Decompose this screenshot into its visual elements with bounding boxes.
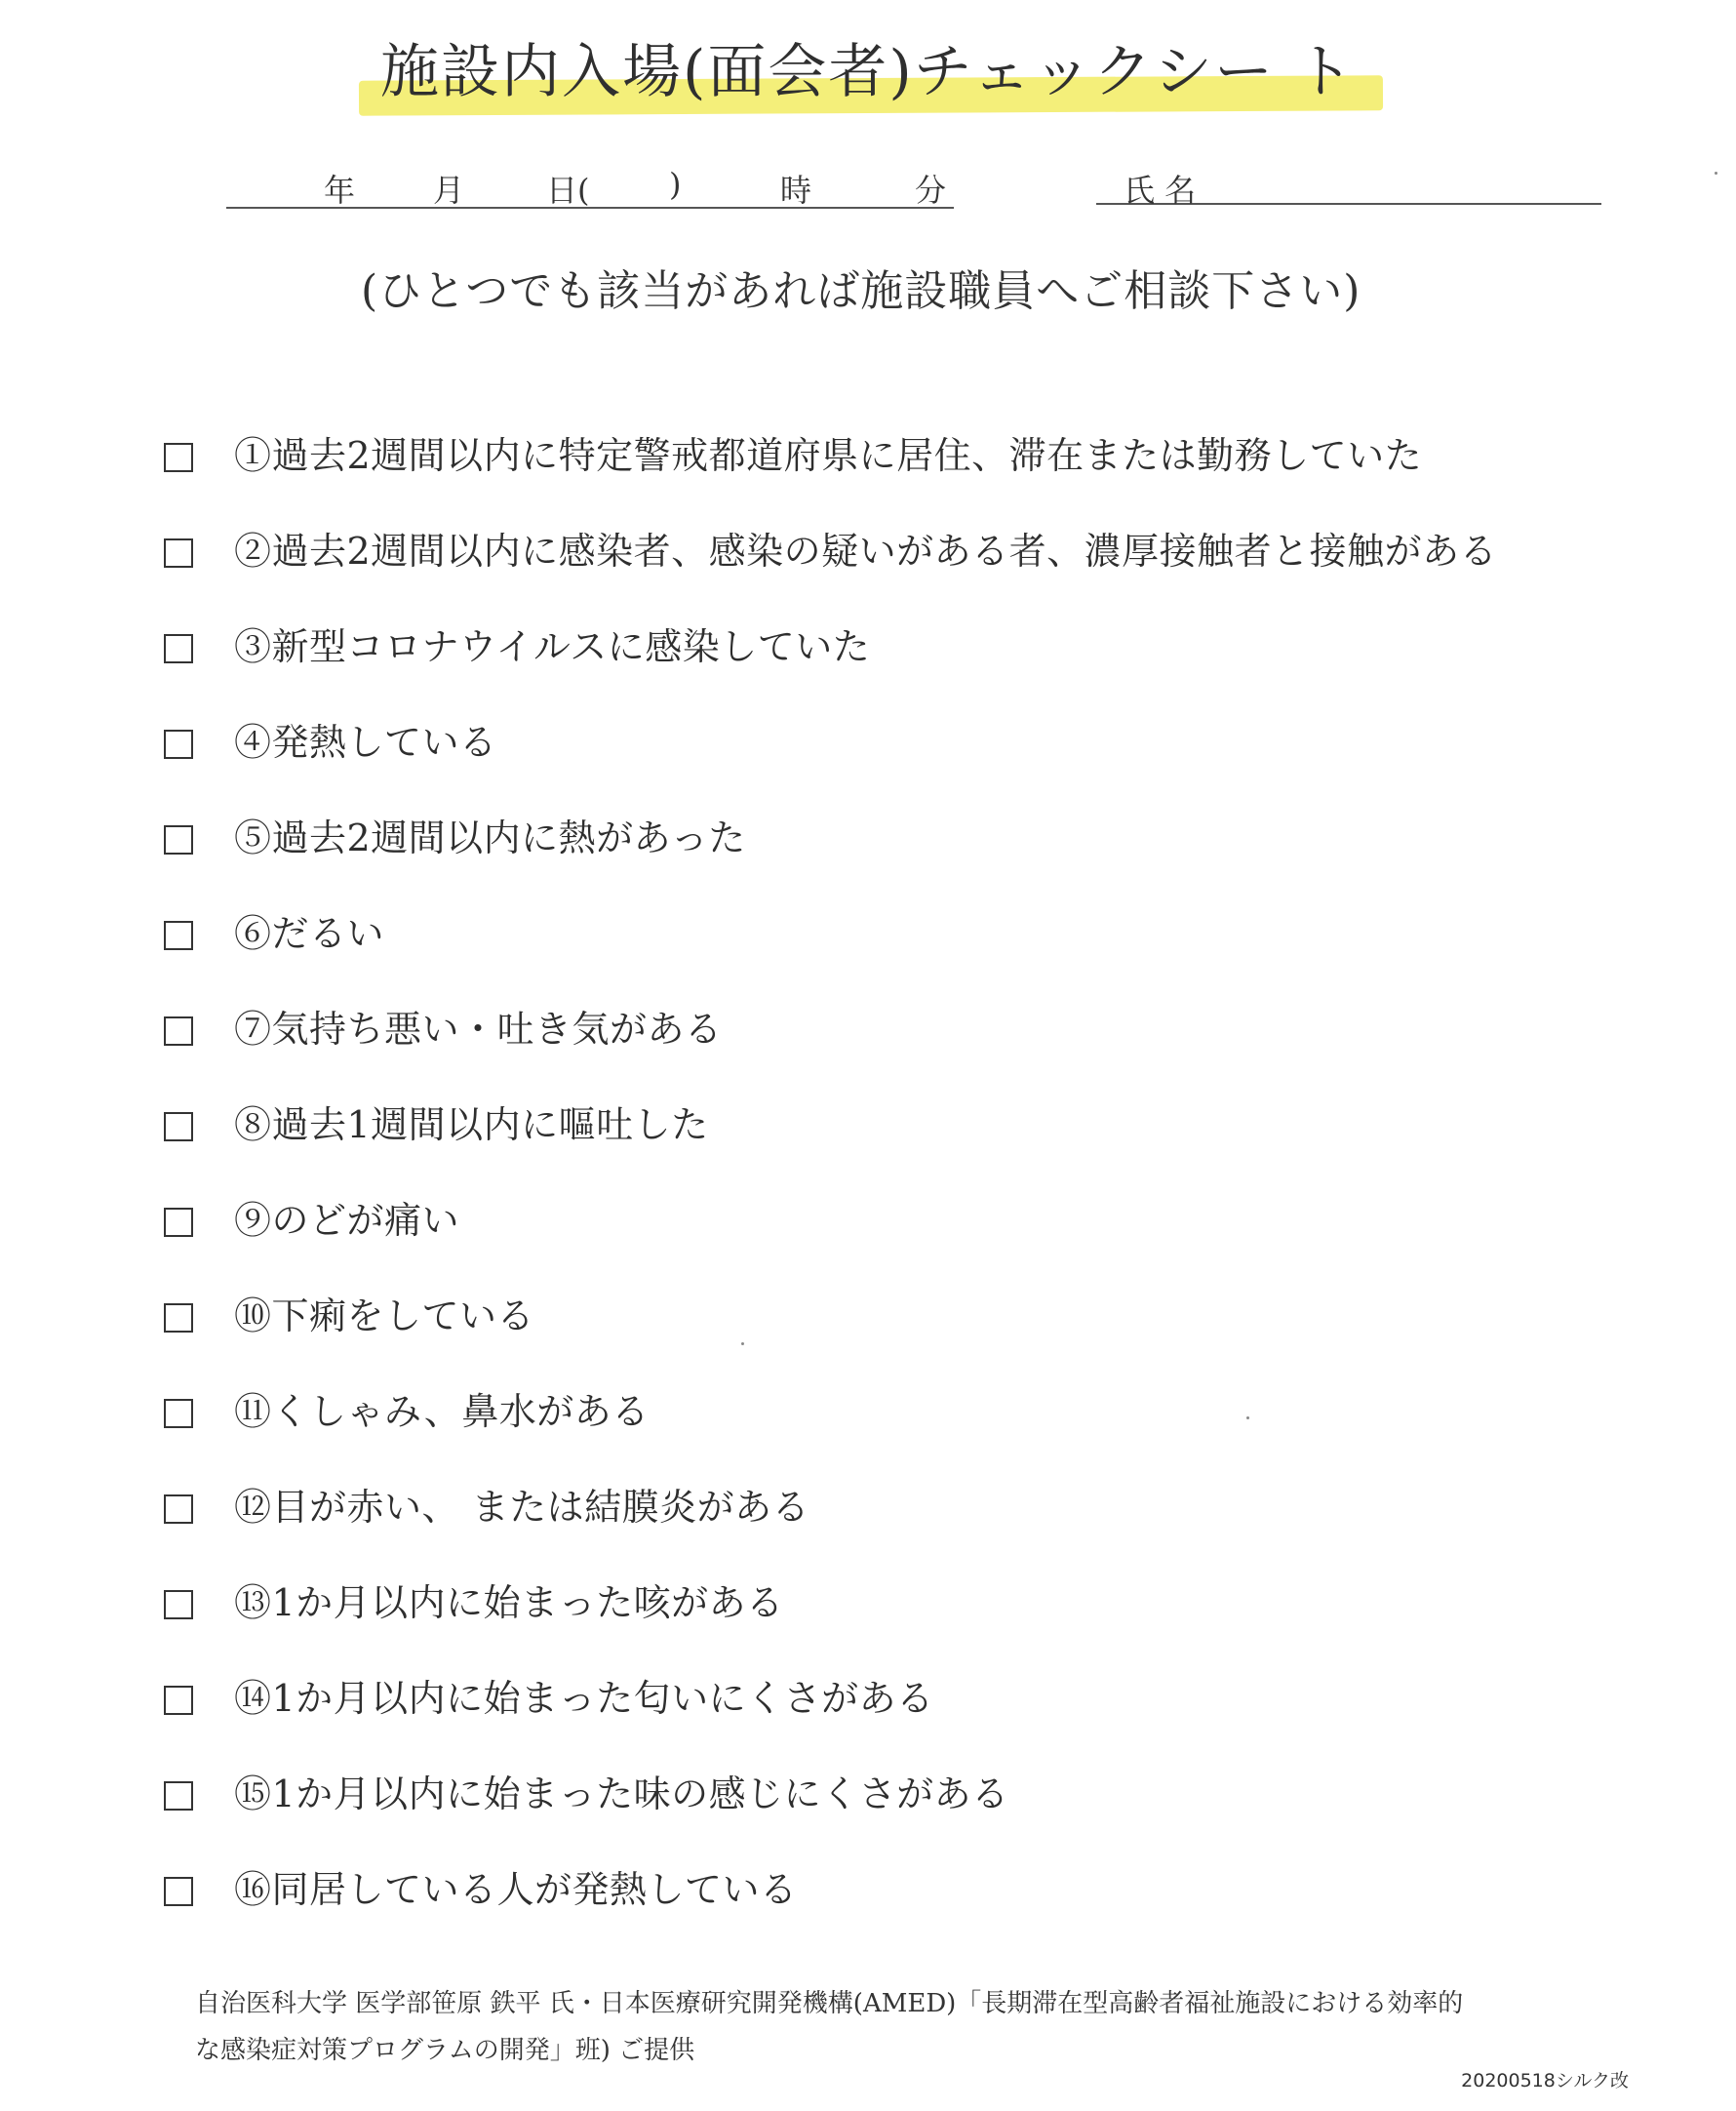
scan-speck	[1246, 1416, 1249, 1419]
scan-speck	[1715, 172, 1717, 175]
checklist-item	[164, 1573, 1646, 1631]
checkbox[interactable]	[164, 1686, 193, 1715]
item-text: ④発熱している	[234, 721, 497, 764]
checkbox[interactable]	[164, 1590, 193, 1619]
item-text: ⑫目が赤い、 または結膜炎がある	[234, 1486, 810, 1529]
checkbox[interactable]	[164, 1208, 193, 1237]
minute-label: 分	[915, 172, 947, 209]
checkbox[interactable]	[164, 443, 193, 472]
item-text: ⑮1か月以内に始まった味の感じにくさがある	[234, 1772, 1009, 1815]
item-text: ⑯同居している人が発熱している	[234, 1868, 798, 1911]
checklist-item	[164, 1190, 1646, 1249]
checklist-item	[164, 712, 1646, 771]
item-text: ⑩下痢をしている	[234, 1294, 535, 1337]
page-title: 施設内入場(面会者)チェックシー ト	[379, 38, 1357, 106]
checklist-item	[164, 1668, 1646, 1727]
footer-line-2: な感染症対策プログラムの開発」班) ご提供	[195, 2036, 695, 2065]
item-text: ⑨のどが痛い	[234, 1199, 460, 1242]
item-text: ⑤過去2週間以内に熱があった	[234, 817, 746, 859]
scan-speck	[741, 1342, 744, 1345]
checkbox[interactable]	[164, 538, 193, 568]
hour-label: 時	[780, 172, 812, 209]
version-label: 20200518シルク改	[1461, 2070, 1629, 2091]
footer-credit	[195, 1980, 1638, 2074]
checkbox[interactable]	[164, 1494, 193, 1524]
checkbox[interactable]	[164, 1016, 193, 1046]
checkbox[interactable]	[164, 825, 193, 855]
item-text: ⑬1か月以内に始まった咳がある	[234, 1581, 784, 1624]
title-block	[351, 20, 1385, 127]
checklist-item	[164, 903, 1646, 962]
item-text: ⑪くしゃみ、鼻水がある	[234, 1390, 650, 1433]
item-text: ⑦気持ち悪い・吐き気がある	[234, 1008, 723, 1051]
checkbox[interactable]	[164, 1303, 193, 1333]
month-label: 月	[433, 172, 465, 209]
name-label: 氏 名	[1124, 172, 1197, 209]
item-text: ⑥だるい	[234, 912, 385, 955]
footer-line-1: 自治医科大学 医学部笹原 鉄平 氏・日本医療研究開発機構(AMED)「長期滞在型高齢者福祉施設における効率的	[195, 1989, 1464, 2018]
day-label: 日(	[546, 172, 590, 209]
item-text: ③新型コロナウイルスに感染していた	[234, 625, 871, 668]
checkbox[interactable]	[164, 921, 193, 950]
checklist-item	[164, 1859, 1646, 1918]
checkbox[interactable]	[164, 1877, 193, 1906]
instruction-note: (ひとつでも該当があれば施設職員へご相談下さい)	[361, 266, 1361, 316]
checkbox[interactable]	[164, 1399, 193, 1428]
checklist-item	[164, 808, 1646, 866]
checkbox[interactable]	[164, 1781, 193, 1811]
checklist-item	[164, 1477, 1646, 1535]
checklist-item	[164, 1764, 1646, 1822]
checkbox[interactable]	[164, 730, 193, 759]
item-text: ⑭1か月以内に始まった匂いにくさがある	[234, 1677, 934, 1720]
checklist-item	[164, 617, 1646, 675]
checklist-item	[164, 1286, 1646, 1344]
checklist-item	[164, 1095, 1646, 1153]
item-text: ①過去2週間以内に特定警戒都道府県に居住、滞在または勤務していた	[234, 434, 1423, 477]
weekday-paren-close: )	[669, 166, 682, 203]
item-text: ⑧過去1週間以内に嘔吐した	[234, 1103, 709, 1146]
checklist-item	[164, 1381, 1646, 1440]
item-text: ②過去2週間以内に感染者、感染の疑いがある者、濃厚接触者と接触がある	[234, 530, 1498, 573]
checkbox[interactable]	[164, 634, 193, 663]
year-label: 年	[324, 172, 356, 209]
date-name-line	[226, 166, 1601, 215]
checklist-item	[164, 521, 1646, 579]
checkbox[interactable]	[164, 1112, 193, 1141]
checklist-item	[164, 425, 1646, 484]
checklist-item	[164, 999, 1646, 1057]
